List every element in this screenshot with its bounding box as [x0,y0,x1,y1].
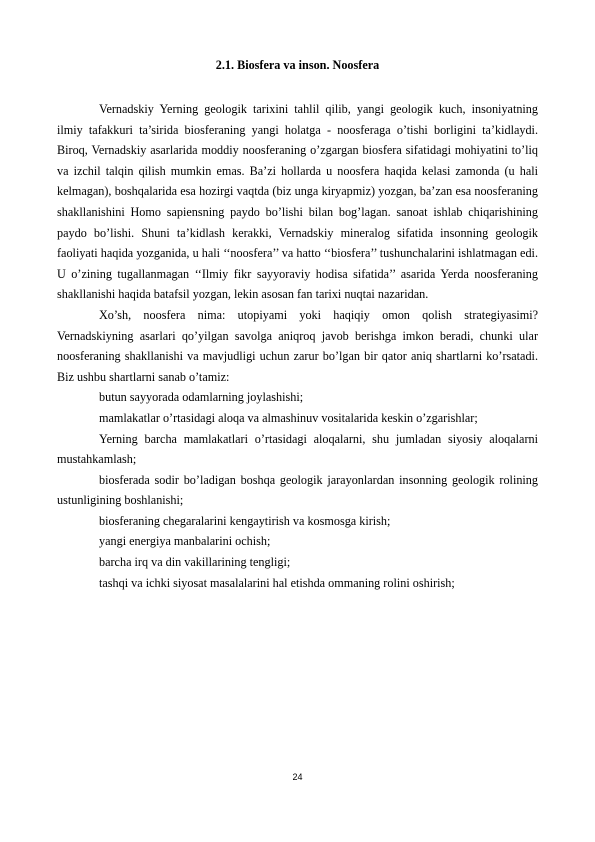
body-text [57,99,538,593]
list-item: tashqi va ichki siyosat masalalarini hal etishda ommaning rolini oshirish; [99,575,455,590]
section-title: 2.1. Biosfera va inson. Noosfera [215,58,380,72]
list-item: biosferaning chegaralarini kengaytirish va kosmosga kirish; [99,513,391,528]
list-item: barcha irq va din vakillarining tengligi; [99,555,291,570]
list-item: yangi energiya manbalarini ochish; [99,534,271,549]
paragraph: Vernadskiy Yerning geologik tarixini tahlil qilib, yangi geologik kuch, insoniyatning ilmiy tafakkuri ta’sirida biosferaning yangi holatga - noosferaga o’tishi borligini ta’kidlaydi. Biroq, Vernadskiy asarlarida moddiy noosferaning o’zgargan biosfera sifatidagi mohiyatini to’liq va izchil talqin qilish mumkin emas. Ba’zi hollarda u noosfera haqida kelasi zamonda (u hali kelmagan), boshqalarida esa hozirgi vaqtda (biz unga kiryapmiz) yozgan, ba’zan esa noosferaning shakllanishini Homo sapiensning paydo bo’lishi bilan bog’lagan. sanoat ishlab chiqarishining paydo bo’lishi. Shuni ta’kidlash kerakki, Vernadskiy mineralog sifatida insonning geologik faoliyati haqida yozganida, u hali ‘‘noosfera’’ va hatto ‘‘biosfera’’ tushunchalarini ishlatmagan edi. U o’zining tugallanmagan ‘‘Ilmiy fikr sayyoraviy hodisa sifatida’’ asarida Yerda noosferaning shakllanishi haqida batafsil yozgan, lekin asosan fan tarixi nuqtai nazaridan. [57,102,538,302]
list-item: butun sayyorada odamlarning joylashishi; [99,390,304,405]
paragraph: Xo’sh, noosfera nima: utopiyami yoki haqiqiy omon qolish strategiyasimi? Vernadskiyning asarlari qo’yilgan savolga aniqroq javob berishga imkon beradi, chunki ular noosferaning shakllanishi va mavjudligi uchun zarur bo’lgan bir qator aniq shartlarni ko’rsatadi. Biz ushbu shartlarni sanab o’tamiz: [57,307,538,384]
list-item: Yerning barcha mamlakatlari o’rtasidagi aloqalarni, shu jumladan siyosiy aloqalarni mustahkamlash; [57,431,538,467]
list-item: biosferada sodir bo’ladigan boshqa geologik jarayonlardan insonning geologik rolining ustunligining boshlanishi; [57,472,538,508]
page-number: 24 [292,772,303,782]
list-item: mamlakatlar o’rtasidagi aloqa va almashinuv vositalarida keskin o’zgarishlar; [99,410,478,425]
